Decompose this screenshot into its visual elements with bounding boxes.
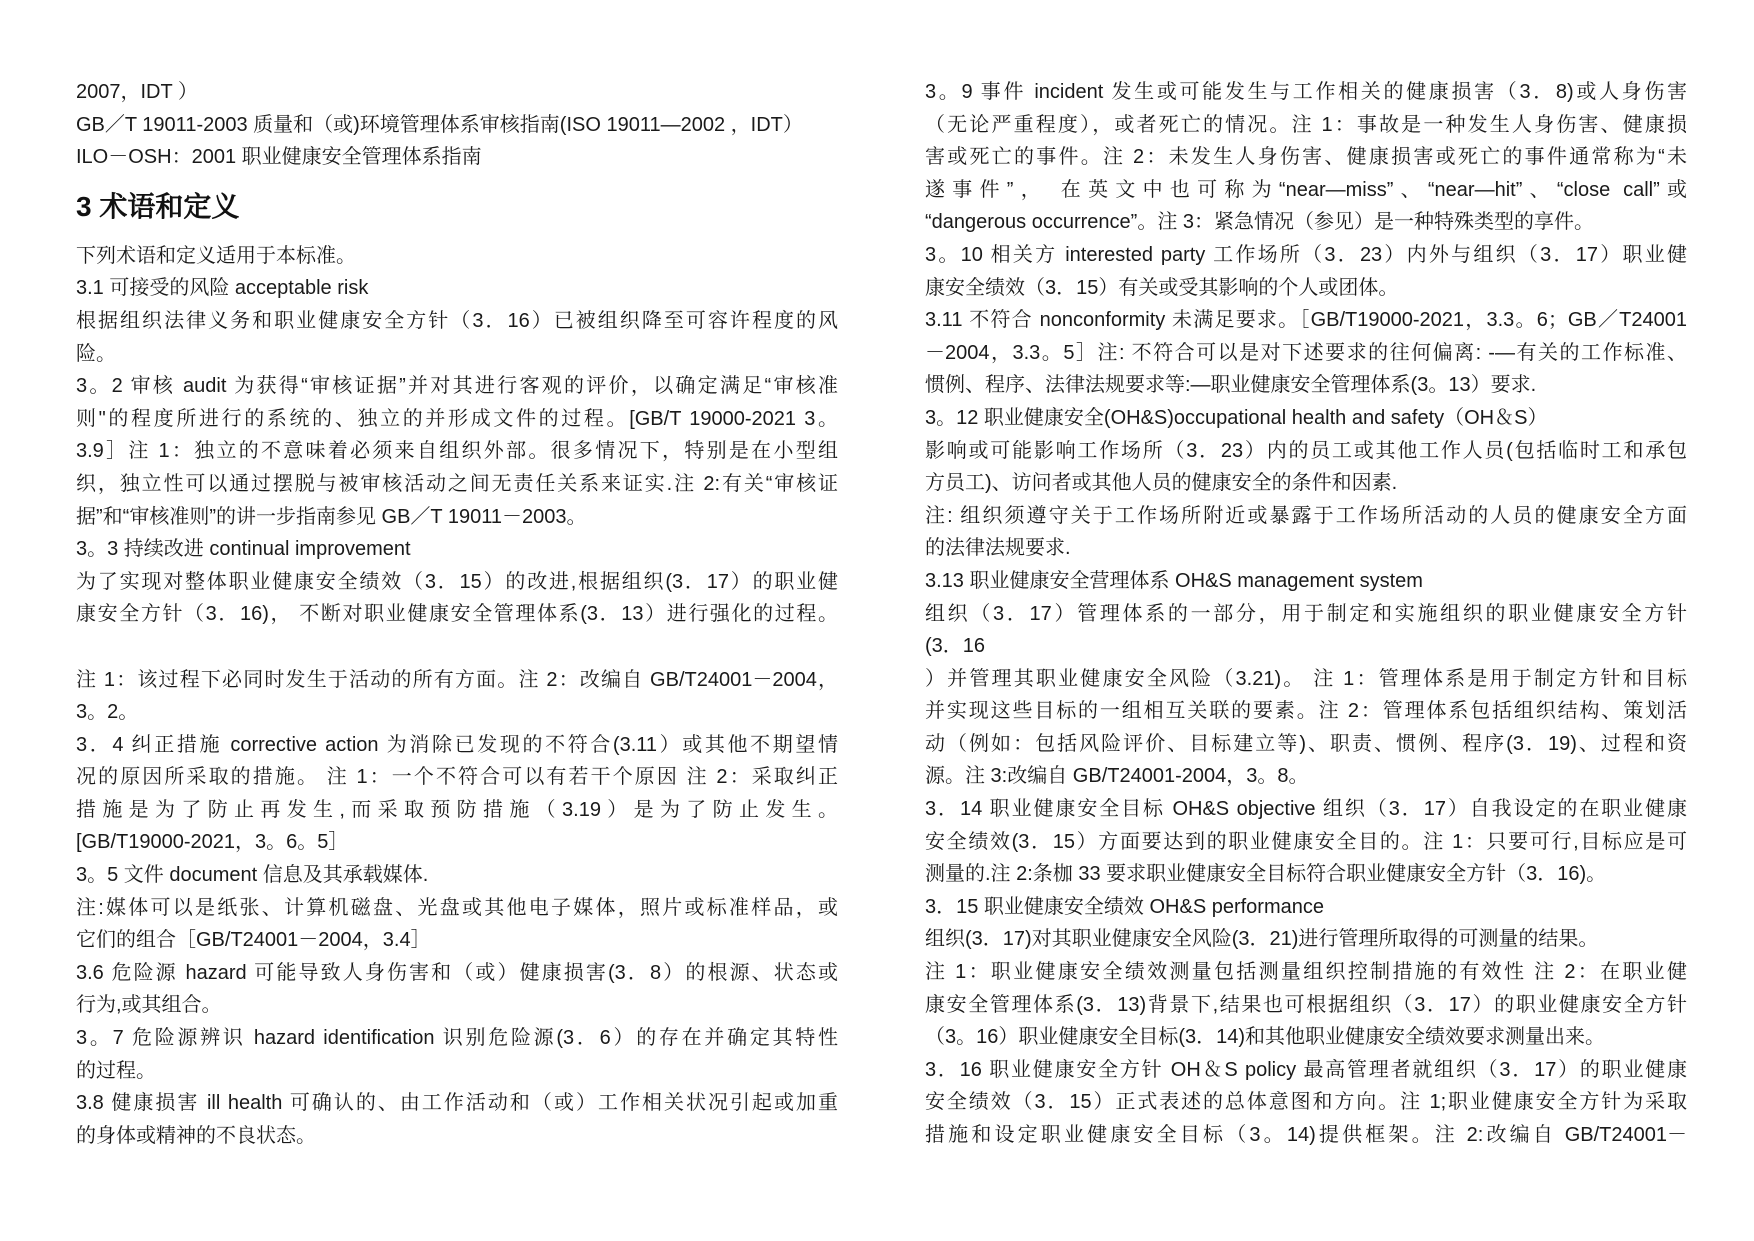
text-line: 惯例、程序、法律法规要求等:—职业健康安全管理体系(3。13）要求. xyxy=(925,374,1537,397)
text-line: ）并管理其职业健康安全风险（3.21)。 注 1：管理体系是用于制定方针和目标 xyxy=(925,667,1687,690)
term-3-16-ohs-policy xyxy=(925,1054,1687,1152)
text-line: 源。注 3:改编自 GB/T24001-2004，3。8。 xyxy=(925,765,1309,788)
text-line: －2004，3.3。5］注: 不符合可以是对下述要求的往何偏离: -—有关的工作标准、 xyxy=(925,341,1687,364)
text-line: 遂事件”， 在英文中也可称为“near—miss”、“near—hit”、“close call”或 xyxy=(925,178,1687,201)
text-line: 3。10 相关方 interested party 工作场所（3．23）内外与组织（3．17）职业健 xyxy=(925,243,1687,266)
text-line: 3.1 可接受的风险 acceptable risk xyxy=(76,277,369,300)
text-line: 的过程。 xyxy=(76,1059,156,1082)
text-line: 3。2。 xyxy=(76,701,139,724)
text-line: 据”和“审核准则”的讲一步指南参见 GB／T 19011－2003。 xyxy=(76,505,587,528)
text-line: 康安全管理体系(3．13)背景下,结果也可根据组织（3．17）的职业健康安全方针 xyxy=(925,993,1687,1016)
term-3-9-incident xyxy=(925,76,1687,239)
text-line: 3.9］注 1：独立的不意味着必须来自组织外部。很多情况下，特别是在小型组 xyxy=(76,440,838,463)
text-line: 3。7 危险源辨识 hazard identification 识别危险源(3．6）的存在并确定其特性 xyxy=(76,1027,838,1050)
text-line: 3．14 职业健康安全目标 OH&S objective 组织（3．17）自我设定的在职业健康 xyxy=(925,798,1687,821)
text-line: 组织(3．17)对其职业健康安全风险(3．21)进行管理所取得的可测量的结果。 xyxy=(925,928,1599,951)
text-line: 3。9 事件 incident 发生或可能发生与工作相关的健康损害（3．8)或人身伤害 xyxy=(925,81,1687,103)
term-3-15-ohs-performance xyxy=(925,891,1687,1054)
text-line: 注 1：职业健康安全绩效测量包括测量组织控制措施的有效性 注 2：在职业健 xyxy=(925,961,1687,984)
text-line: “dangerous occurrence”。注 3：紧急情况（参见）是一种特殊类型的享件。 xyxy=(925,211,1595,234)
text-line: 3.13 职业健康安全营理体系 OH&S management system xyxy=(925,569,1423,592)
text-line: 3．16 职业健康安全方针 OH＆S policy 最高管理者就组织（3．17）的职业健康 xyxy=(925,1058,1687,1081)
term-3-8-ill-health xyxy=(76,1087,838,1152)
text-line: （3。16）职业健康安全目标(3．14)和其他职业健康安全绩效要求测量出来。 xyxy=(925,1026,1606,1049)
text-line: 根据组织法律义务和职业健康安全方针（3．16）已被组织降至可容许程度的风 xyxy=(76,309,838,332)
text-line: 方员工)、访问者或其他人员的健康安全的条件和因素. xyxy=(925,472,1398,495)
text-line: 的法律法规要求. xyxy=(925,537,1071,560)
blank-line xyxy=(76,631,838,664)
text-line: 注 1：该过程下必同时发生于活动的所有方面。注 2：改编自 GB/T24001－2004， xyxy=(76,668,838,691)
text-line: 况的原因所采取的措施。 注 1：一个不符合可以有若干个原因 注 2：采取纠正 xyxy=(76,766,838,789)
term-3-4-corrective-action xyxy=(76,729,838,859)
text-line: 注:媒体可以是纸张、计算机磁盘、光盘或其他电子媒体，照片或标准样品，或 xyxy=(76,896,838,919)
text-line: 影响或可能影响工作场所（3．23）内的员工或其他工作人员(包括临时工和承包 xyxy=(925,439,1687,462)
term-3-1-acceptable-risk xyxy=(76,272,838,370)
normative-references-tail xyxy=(76,76,838,174)
text-line: 为了实现对整体职业健康安全绩效（3．15）的改进,根据组织(3．17）的职业健 xyxy=(76,570,838,593)
text-line: 测量的.注 2:条枷 33 要求职业健康安全目标符合职业健康安全方针（3．16)。 xyxy=(925,863,1607,886)
text-line: 措施是为了防止再发生,而采取预防措施（3.19）是为了防止发生。 xyxy=(76,798,838,821)
text-line: 康安全方针（3．16)， 不断对职业健康安全管理体系(3．13）进行强化的过程。 xyxy=(76,603,838,626)
term-3-3-continual-improvement xyxy=(76,533,838,729)
text-line: 3．15 职业健康安全绩效 OH&S performance xyxy=(925,895,1324,918)
text-line: 2007，IDT ） xyxy=(76,81,198,103)
term-3-7-hazard-identification xyxy=(76,1022,838,1087)
text-line: 措施和设定职业健康安全目标（3。14)提供框架。注 2:改编自 GB/T24001－ xyxy=(925,1124,1687,1146)
text-line: 织，独立性可以通过摆脱与被审核活动之间无责任关系来证实.注 2:有关“审核证 xyxy=(76,472,838,495)
term-3-14-ohs-objective xyxy=(925,793,1687,891)
section-heading: 3 术语和定义 xyxy=(76,190,240,222)
text-line: （无论严重程度），或者死亡的情况。注 1：事故是一种发生人身伤害、健康损 xyxy=(925,113,1687,136)
text-line: 安全绩效(3．15）方面要达到的职业健康安全目的。注 1：只要可行,目标应是可 xyxy=(925,830,1687,853)
text-line: (3．16 xyxy=(925,635,986,658)
section-intro: 下列术语和定义适用于本标准。 xyxy=(76,244,356,267)
text-line: 它们的组合［GB/T24001－2004，3.4］ xyxy=(76,929,431,952)
text-line: 3．4 纠正措施 corrective action 为消除已发现的不符合(3.11）或其他不期望情 xyxy=(76,733,838,756)
text-line: 组织（3．17）管理体系的一部分，用于制定和实施组织的职业健康安全方针 xyxy=(925,602,1687,625)
term-3-11-nonconformity xyxy=(925,304,1687,402)
text-line: 安全绩效（3．15）正式表述的总体意图和方向。注 1;职业健康安全方针为采取 xyxy=(925,1091,1687,1114)
term-3-2-audit xyxy=(76,370,838,533)
text-line: 3.8 健康损害 ill health 可确认的、由工作活动和（或）工作相关状况引起或加重 xyxy=(76,1092,838,1115)
text-line: 害或死亡的事件。注 2：未发生人身伤害、健康损害或死亡的事件通常称为“未 xyxy=(925,146,1687,169)
text-line: 注: 组织须遵守关于工作场所附近或暴露于工作场所活动的人员的健康安全方面 xyxy=(925,504,1687,527)
term-3-6-hazard xyxy=(76,957,838,1022)
text-line: 3。3 持续改进 continual improvement xyxy=(76,538,411,561)
text-line: 险。 xyxy=(76,342,116,365)
term-3-10-interested-party xyxy=(925,239,1687,304)
text-line: 动（例如：包括风险评价、目标建立等)、职责、惯例、程序(3．19)、过程和资 xyxy=(925,732,1687,755)
left-column xyxy=(76,76,838,1152)
text-line: ILO－OSH：2001 职业健康安全管理体系指南 xyxy=(76,146,482,169)
term-3-13-ohs-management-system xyxy=(925,565,1687,793)
text-line: 的身体或精神的不良状态。 xyxy=(76,1124,316,1147)
term-3-12-ohs xyxy=(925,402,1687,565)
text-line: GB／T 19011-2003 质量和（或)环境管理体系审核指南(ISO 19011—2002 ，IDT） xyxy=(76,113,803,136)
text-line: 3。12 职业健康安全(OH&S)occupational health and safety（OH＆S） xyxy=(925,406,1548,429)
text-line: 并实现这些目标的一组相互关联的要素。注 2：管理体系包括组织结构、策划活 xyxy=(925,700,1687,723)
text-line: 3.11 不符合 nonconformity 未满足要求。［GB/T19000-2021，3.3。6；GB／T24001 xyxy=(925,309,1687,332)
text-line: 3。2 审核 audit 为获得“审核证据”并对其进行客观的评价，以确定满足“审核准 xyxy=(76,375,838,398)
text-line: 康安全绩效（3．15）有关或受其影响的个人或团体。 xyxy=(925,276,1399,299)
term-3-5-document xyxy=(76,859,838,957)
text-line: 3。5 文件 document 信息及其承载媒体. xyxy=(76,864,429,887)
text-line: 行为,或其组合。 xyxy=(76,994,222,1017)
right-column xyxy=(925,76,1687,1152)
text-line: 则"的程度所进行的系统的、独立的并形成文件的过程。[GB/T 19000-2021 3。 xyxy=(76,407,838,430)
text-line: 3.6 危险源 hazard 可能导致人身伤害和（或）健康损害(3．8）的根源、状态或 xyxy=(76,961,838,984)
text-line: [GB/T19000-2021，3。6。5］ xyxy=(76,831,349,854)
